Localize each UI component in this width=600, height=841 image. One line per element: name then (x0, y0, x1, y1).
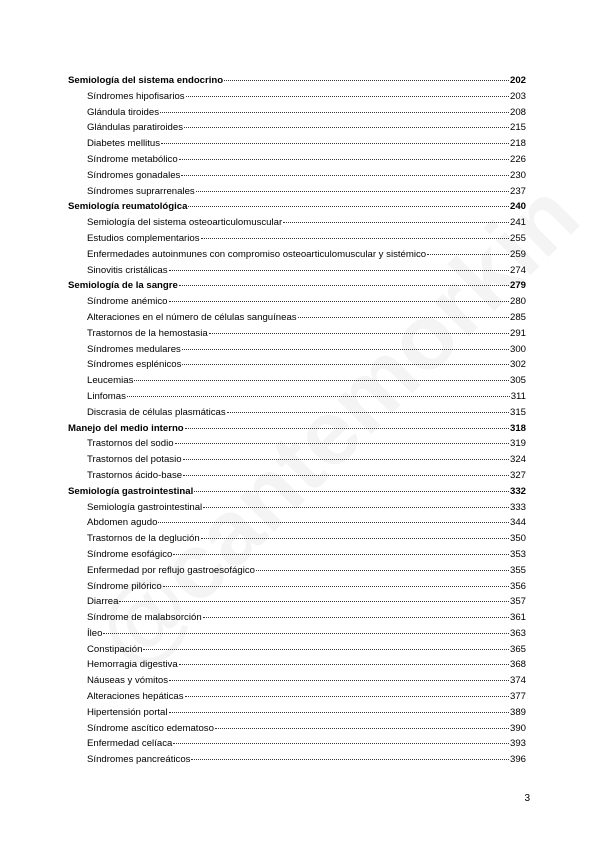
toc-entry-page: 390 (509, 722, 526, 734)
dot-leader (160, 112, 509, 113)
toc-entry-page: 374 (509, 675, 526, 687)
dot-leader (169, 270, 509, 271)
dot-leader (184, 127, 509, 128)
toc-section-entry (68, 278, 526, 294)
toc-section-entry (68, 199, 526, 215)
toc-entry (68, 231, 526, 247)
toc-entry (68, 657, 526, 673)
toc-entry-page: 202 (509, 75, 526, 86)
toc-entry (68, 120, 526, 136)
toc-entry-title: Discrasia de células plasmáticas (87, 406, 226, 418)
dot-leader (427, 254, 509, 255)
toc-entry-title: Semiología del sistema endocrino (68, 75, 224, 86)
toc-entry-page: 218 (509, 138, 526, 150)
dot-leader (143, 649, 509, 650)
toc-entry-title: Síndromes medulares (87, 343, 181, 355)
toc-entry-page: 300 (509, 343, 526, 355)
dot-leader (186, 96, 509, 97)
toc-entry-page: 315 (509, 406, 526, 418)
toc-entry-page: 332 (509, 485, 526, 497)
toc-entry-page: 240 (509, 201, 526, 213)
toc-entry-title: Síndromes esplénicos (87, 359, 182, 371)
toc-entry (68, 405, 526, 421)
dot-leader (158, 522, 509, 523)
toc-entry (68, 579, 526, 595)
dot-leader (188, 206, 509, 207)
toc-entry (68, 294, 526, 310)
toc-entry-page: 208 (509, 106, 526, 118)
dot-leader (182, 349, 509, 350)
toc-entry (68, 152, 526, 168)
toc-entry-title: Síndromes hipofisarios (87, 90, 185, 102)
toc-entry (68, 357, 526, 373)
toc-entry-title: Síndrome esofágico (87, 548, 173, 560)
toc-entry (68, 500, 526, 516)
toc-entry-title: Síndrome anémico (87, 296, 168, 308)
toc-entry-title: Hipertensión portal (87, 706, 168, 718)
toc-entry-title: Enfermedad celíaca (87, 738, 173, 750)
toc-entry (68, 563, 526, 579)
toc-entry (68, 547, 526, 563)
toc-entry-page: 318 (509, 422, 526, 434)
toc-entry (68, 436, 526, 452)
toc-entry (68, 752, 526, 768)
toc-entry-page: 319 (509, 438, 526, 450)
dot-leader (203, 617, 509, 618)
dot-leader (179, 664, 509, 665)
toc-entry-page: 311 (510, 390, 526, 402)
toc-entry (68, 168, 526, 184)
toc-entry-page: 241 (509, 217, 526, 229)
dot-leader (185, 428, 509, 429)
toc-entry-page: 230 (509, 169, 526, 181)
dot-leader (173, 554, 509, 555)
toc-entry-title: Leucemias (87, 375, 134, 387)
toc-entry-page: 368 (509, 659, 526, 671)
toc-entry-title: Síndromes gonadales (87, 169, 181, 181)
toc-entry (68, 105, 526, 121)
toc-entry-page: 344 (509, 517, 526, 529)
toc-entry-title: Íleo (87, 627, 103, 639)
toc-entry-title: Síndromes suprarrenales (87, 185, 195, 197)
toc-entry-page: 255 (509, 232, 526, 244)
dot-leader (298, 317, 509, 318)
dot-leader (182, 364, 509, 365)
dot-leader (201, 238, 509, 239)
toc-entry-page: 355 (509, 564, 526, 576)
toc-entry-page: 363 (509, 627, 526, 639)
toc-entry-title: Glándulas paratiroides (87, 122, 183, 134)
toc-entry (68, 721, 526, 737)
toc-section-entry (68, 484, 526, 500)
dot-leader (224, 80, 509, 81)
dot-leader (183, 459, 509, 460)
dot-leader (163, 586, 509, 587)
toc-entry-title: Alteraciones en el número de células sanguíneas (87, 311, 297, 323)
toc-entry-title: Síndrome metabólico (87, 153, 178, 165)
toc-entry (68, 452, 526, 468)
toc-entry-page: 396 (509, 754, 526, 766)
toc-entry-title: Semiología gastrointestinal (87, 501, 203, 513)
toc-section-entry (68, 421, 526, 437)
dot-leader (179, 285, 509, 286)
toc-entry (68, 342, 526, 358)
dot-leader (283, 222, 509, 223)
toc-entry-title: Síndromes pancreáticos (87, 754, 191, 766)
toc-entry (68, 642, 526, 658)
toc-entry (68, 184, 526, 200)
toc-entry (68, 136, 526, 152)
dot-leader (227, 412, 509, 413)
toc-entry-page: 302 (509, 359, 526, 371)
dot-leader (185, 696, 509, 697)
toc-entry-page: 259 (509, 248, 526, 260)
toc-entry-title: Semiología reumatológica (68, 201, 188, 213)
dot-leader (161, 143, 509, 144)
toc-entry-title: Trastornos de la hemostasia (87, 327, 208, 339)
dot-leader (169, 680, 509, 681)
dot-leader (103, 633, 509, 634)
toc-entry-page: 285 (509, 311, 526, 323)
dot-leader (127, 396, 510, 397)
toc-entry-page: 305 (509, 375, 526, 387)
toc-entry-page: 361 (509, 612, 526, 624)
toc-entry-title: Síndrome pilórico (87, 580, 162, 592)
dot-leader (201, 538, 509, 539)
toc-entry-title: Manejo del medio interno (68, 422, 184, 434)
dot-leader (169, 301, 509, 302)
toc-entry-page: 237 (509, 185, 526, 197)
toc-entry (68, 594, 526, 610)
toc-entry-title: Diabetes mellitus (87, 138, 161, 150)
toc-entry-title: Hemorragia digestiva (87, 659, 178, 671)
toc-entry-title: Síndrome ascítico edematoso (87, 722, 214, 734)
toc-entry-page: 327 (509, 469, 526, 481)
toc-entry-page: 333 (509, 501, 526, 513)
toc-entry (68, 531, 526, 547)
toc-entry-title: Estudios complementarios (87, 232, 200, 244)
toc-entry (68, 689, 526, 705)
toc-entry (68, 626, 526, 642)
toc-entry-page: 291 (509, 327, 526, 339)
dot-leader (181, 175, 509, 176)
toc-entry (68, 736, 526, 752)
toc-entry-title: Síndrome de malabsorción (87, 612, 202, 624)
dot-leader (209, 333, 509, 334)
toc-entry (68, 673, 526, 689)
toc-entry (68, 263, 526, 279)
toc-entry-page: 324 (509, 454, 526, 466)
toc-entry-title: Enfermedad por reflujo gastroesofágico (87, 564, 255, 576)
dot-leader (179, 159, 509, 160)
toc-entry-page: 365 (509, 643, 526, 655)
toc-entry (68, 610, 526, 626)
dot-leader (134, 380, 509, 381)
toc-entry-title: Enfermedades autoinmunes con compromiso osteoarticulomuscular y sistémico (87, 248, 427, 260)
dot-leader (194, 491, 509, 492)
dot-leader (191, 759, 509, 760)
toc-entry-title: Náuseas y vómitos (87, 675, 169, 687)
dot-leader (203, 507, 509, 508)
dot-leader (173, 743, 509, 744)
dot-leader (175, 443, 509, 444)
toc-entry-page: 279 (509, 280, 526, 292)
toc-entry-title: Semiología del sistema osteoarticulomuscular (87, 217, 283, 229)
toc-entry (68, 326, 526, 342)
toc-entry-title: Alteraciones hepáticas (87, 691, 184, 703)
table-of-contents (68, 73, 526, 768)
toc-entry-title: Abdomen agudo (87, 517, 158, 529)
toc-entry (68, 389, 526, 405)
dot-leader (256, 570, 509, 571)
dot-leader (169, 712, 509, 713)
toc-entry-page: 377 (509, 691, 526, 703)
toc-entry-page: 393 (509, 738, 526, 750)
toc-entry-title: Trastornos de la deglución (87, 533, 200, 545)
toc-entry (68, 89, 526, 105)
toc-entry-title: Trastornos del sodio (87, 438, 174, 450)
dot-leader (183, 475, 509, 476)
toc-entry-page: 353 (509, 548, 526, 560)
toc-entry-page: 350 (509, 533, 526, 545)
toc-entry-page: 356 (509, 580, 526, 592)
toc-entry-title: Linfomas (87, 390, 126, 402)
toc-entry-page: 280 (509, 296, 526, 308)
toc-entry-title: Diarrea (87, 596, 119, 608)
toc-section-entry (68, 73, 526, 89)
toc-entry-title: Semiología gastrointestinal (68, 485, 194, 497)
page-number: 3 (524, 793, 530, 804)
toc-entry-page: 389 (509, 706, 526, 718)
toc-entry (68, 215, 526, 231)
toc-entry-title: Constipación (87, 643, 143, 655)
toc-entry-page: 203 (509, 90, 526, 102)
toc-entry-title: Trastornos del potasio (87, 454, 182, 466)
toc-entry-page: 215 (509, 122, 526, 134)
toc-entry-title: Semiología de la sangre (68, 280, 178, 292)
toc-entry-title: Sinovitis cristálicas (87, 264, 168, 276)
toc-entry-page: 357 (509, 596, 526, 608)
dot-leader (119, 601, 509, 602)
toc-entry (68, 310, 526, 326)
dot-leader (215, 728, 509, 729)
toc-entry-page: 226 (509, 153, 526, 165)
toc-entry (68, 373, 526, 389)
toc-entry-title: Trastornos ácido-base (87, 469, 183, 481)
toc-entry (68, 705, 526, 721)
toc-entry-page: 274 (509, 264, 526, 276)
toc-entry (68, 515, 526, 531)
dot-leader (196, 191, 509, 192)
toc-entry (68, 468, 526, 484)
toc-entry (68, 247, 526, 263)
toc-entry-title: Glándula tiroides (87, 106, 159, 118)
